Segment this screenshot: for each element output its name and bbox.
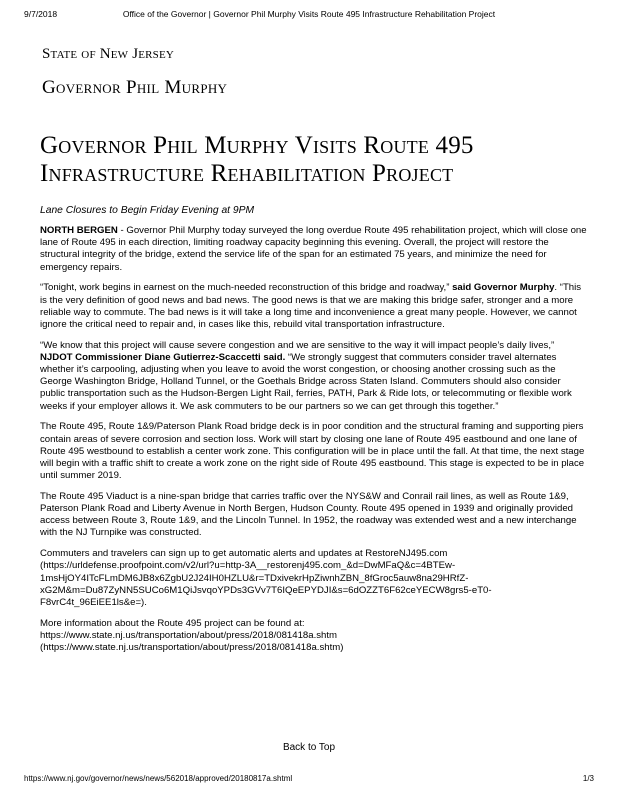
print-header bbox=[24, 9, 594, 19]
quote-text: . “This is the very definition of good news and bad news. The good news is that we are making this bridge safer, stronger and a more reliable way to commute. The bad news is it will take a long time and inconvenience a great many people. However, we cannot ignore the critical need to repair and, in cases like this, rebuild vital transportation infrastructure. bbox=[40, 282, 582, 330]
speaker-attribution: NJDOT Commissioner Diane Gutierrez-Scaccetti said. bbox=[40, 351, 286, 363]
print-footer bbox=[24, 774, 594, 783]
dateline: NORTH BERGEN bbox=[40, 225, 118, 236]
paragraph-1 bbox=[40, 225, 588, 274]
article bbox=[40, 132, 588, 663]
headline-line-2: Infrastructure Rehabilitation Project bbox=[40, 160, 454, 187]
back-to-top bbox=[0, 742, 618, 753]
print-date: 9/7/2018 bbox=[24, 9, 58, 19]
more-info-url: (https://www.state.nj.us/transportation/about/press/2018/081418a.shtm) bbox=[40, 642, 344, 654]
paragraph-5: The Route 495 Viaduct is a nine-span bridge that carries traffic over the NYS&W and Conrail rail lines, as well as Route 1&9, Paterson Plank Road and Liberty Avenue in North Bergen, Hudson County. Route 495 opened in 1939 and originally provided access between Route 3, Route 1&9, and the Lincoln Tunnel. In 1952, the roadway was extended west and a new interchange with the NJ Turnpike was constructed. bbox=[40, 490, 577, 539]
paragraph-1-text: - Governor Phil Murphy today surveyed the long overdue Route 495 rehabilitation project, which will close one lane of Route 495 in each direction, limiting roadway capacity beginning this evening. Overall, the project will restore the structural integrity of the bridge, extend the service life of the span for an estimated 75 years, and minimize the need for emergency repairs. bbox=[40, 225, 587, 273]
paragraph-6-alerts-link[interactable]: Commuters and travelers can sign up to get automatic alerts and updates at RestoreNJ495.com (https://urldefense.proofpoint.com/v2/url?u=http-3A__restorenj495.com_&d=DwMFaQ&c=4BTEw-1msHjOY4ITcFLmDM6JB8x6ZgbU2J24IH0HZLU&r=TDxivekrHpZiwnhZBN_8fGroc5auw8na29HRfZ-xG2M&m=Du87ZyNN5SUCo6M1QiJsvqoYPDs3GVv7T6IQeEPYDJI&s=6dOZZT6F62ceYECW8grs5-eT0-F8vrC4t_96EiEE1ls&e=). bbox=[40, 548, 492, 608]
more-info-link[interactable]: https://www.state.nj.us/transportation/about/press/2018/081418a.shtm bbox=[40, 629, 338, 641]
print-url: https://www.nj.gov/governor/news/news/562018/approved/20180817a.shtml bbox=[24, 774, 293, 783]
site-state-name[interactable]: State of New Jersey bbox=[42, 46, 175, 62]
subheadline: Lane Closures to Begin Friday Evening at 9PM bbox=[40, 205, 255, 216]
quote-text: “We know that this project will cause severe congestion and we are sensitive to the way it will impact people’s daily lives,” bbox=[40, 339, 555, 351]
site-governor-name[interactable]: Governor Phil Murphy bbox=[42, 77, 228, 98]
paragraph-2 bbox=[40, 282, 588, 331]
print-page-number: 1/3 bbox=[582, 774, 594, 783]
quote-text: “Tonight, work begins in earnest on the much-needed reconstruction of this bridge and roadway,” bbox=[40, 282, 453, 294]
back-to-top-link[interactable]: Back to Top bbox=[282, 742, 336, 753]
quote-text: “We strongly suggest that commuters consider travel alternates whether it’s carpooling, adjusting when you leave to avoid the worst congestion, or choosing another crossing such as the George Washington Bridge, Holland Tunnel, or the Goethals Bridge across Staten Island. Commuters should also consider public transportation such as the Hudson-Bergen Light Rail, ferries, PATH, Park & Ride lots, or telecommuting or flexible work weeks if your employer allows it. We ask commuters to be our partners so we can get through this together.” bbox=[40, 351, 572, 412]
headline-line-1: Governor Phil Murphy Visits Route 495 bbox=[40, 132, 474, 159]
page-title bbox=[40, 132, 588, 188]
print-page-title: Office of the Governor | Governor Phil Murphy Visits Route 495 Infrastructure Rehabilitation Project bbox=[122, 9, 496, 19]
paragraph-7-more-info bbox=[40, 618, 588, 655]
speaker-attribution: said Governor Murphy bbox=[452, 282, 555, 294]
more-info-text: More information about the Route 495 project can be found at: bbox=[40, 617, 305, 629]
paragraph-4: The Route 495, Route 1&9/Paterson Plank Road bridge deck is in poor condition and the structural framing and supporting piers contain areas of severe corrosion and section loss. Work will start by closing one lane of Route 495 eastbound and one lane of Route 495 westbound to establish a center work zone. This configuration will be in place until the fall. At that time, the next stage will begin with a traffic shift to create a work zone on the right side of Route 495 eastbound. This stage is expected to be in place until summer 2019. bbox=[40, 421, 585, 482]
paragraph-3 bbox=[40, 340, 588, 413]
